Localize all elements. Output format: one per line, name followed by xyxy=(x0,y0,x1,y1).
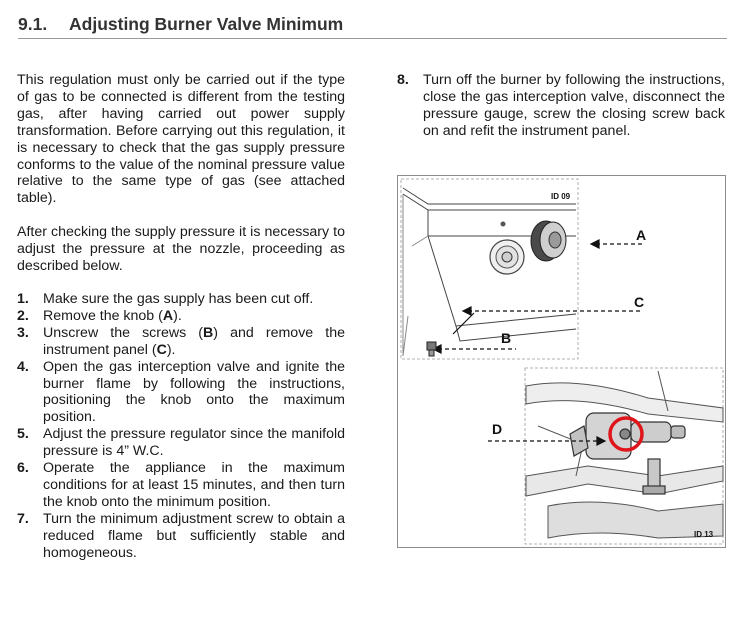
control-panel-drawing xyxy=(403,188,576,356)
illustration-svg xyxy=(398,176,727,549)
step-ref-b: B xyxy=(203,324,214,341)
step-text: Open the gas interception valve and ignite the burner flame by following the instructions, positioning the knob onto the maximum position. xyxy=(43,358,345,426)
step-number: 8. xyxy=(397,72,409,88)
step-text-mid: ) and remove the instrument panel ( xyxy=(43,324,345,358)
bottom-figure-id: ID 13 xyxy=(694,530,714,539)
step-text: Turn off the burner by following the instructions, close the gas interception valve, disconnect the pressure gauge, screw the closing screw back on and refit the instrument panel. xyxy=(423,72,725,139)
step-item xyxy=(17,460,345,511)
step-item xyxy=(17,426,345,460)
label-c: C xyxy=(634,294,645,310)
step-item xyxy=(17,325,345,359)
step-text: Unscrew the screws ( xyxy=(43,324,204,341)
section-title: Adjusting Burner Valve Minimum xyxy=(69,14,344,34)
step-number: 1. xyxy=(17,291,29,307)
label-b: B xyxy=(501,330,512,346)
section-heading xyxy=(18,14,727,39)
procedure-steps xyxy=(17,291,345,562)
label-a: A xyxy=(636,227,647,243)
knob xyxy=(531,221,566,261)
step-item xyxy=(17,291,345,308)
step-number: 3. xyxy=(17,324,29,341)
step-number: 4. xyxy=(17,358,29,375)
step-text-end: ). xyxy=(173,307,182,324)
top-figure-id: ID 09 xyxy=(551,192,571,201)
step-number: 5. xyxy=(17,426,29,443)
section-number: 9.1. xyxy=(18,14,48,34)
intro-paragraph-2: After checking the supply pressure it is necessary to adjust the pressure at the nozzle, proceeding as described below. xyxy=(17,224,345,274)
step-text: Adjust the pressure regulator since the manifold pressure is 4” W.C. xyxy=(43,426,345,460)
valve-illustration xyxy=(397,175,726,548)
step-number: 2. xyxy=(17,307,29,324)
step-item xyxy=(17,359,345,427)
step-text: Remove the knob ( xyxy=(43,307,163,324)
screw-b xyxy=(427,342,436,356)
step-text: Make sure the gas supply has been cut off. xyxy=(43,291,314,307)
step-item xyxy=(17,511,345,562)
step-text: Operate the appliance in the maximum conditions for at least 15 minutes, and then turn the knob onto the minimum position. xyxy=(43,460,345,510)
step-number: 6. xyxy=(17,460,29,477)
step-ref-c: C xyxy=(156,341,167,358)
intro-paragraph-1: This regulation must only be carried out if the type of gas to be connected is different from the testing gas, after having carried out power supply transformation. Before carrying out this regulation, it is necessary to check that the gas supply pressure conforms to the value of the nominal pressure value relative to the same type of gas (see attached table). xyxy=(17,72,345,207)
step-8 xyxy=(397,72,725,140)
step-text: Turn the minimum adjustment screw to obtain a reduced flame but sufficiently stable and homogeneous. xyxy=(43,510,345,561)
step-ref-a: A xyxy=(162,307,174,324)
label-d: D xyxy=(492,421,503,437)
step-text-end: ). xyxy=(166,341,176,358)
valve-port xyxy=(490,222,524,275)
step-number: 7. xyxy=(17,510,29,527)
step-item xyxy=(17,308,345,325)
